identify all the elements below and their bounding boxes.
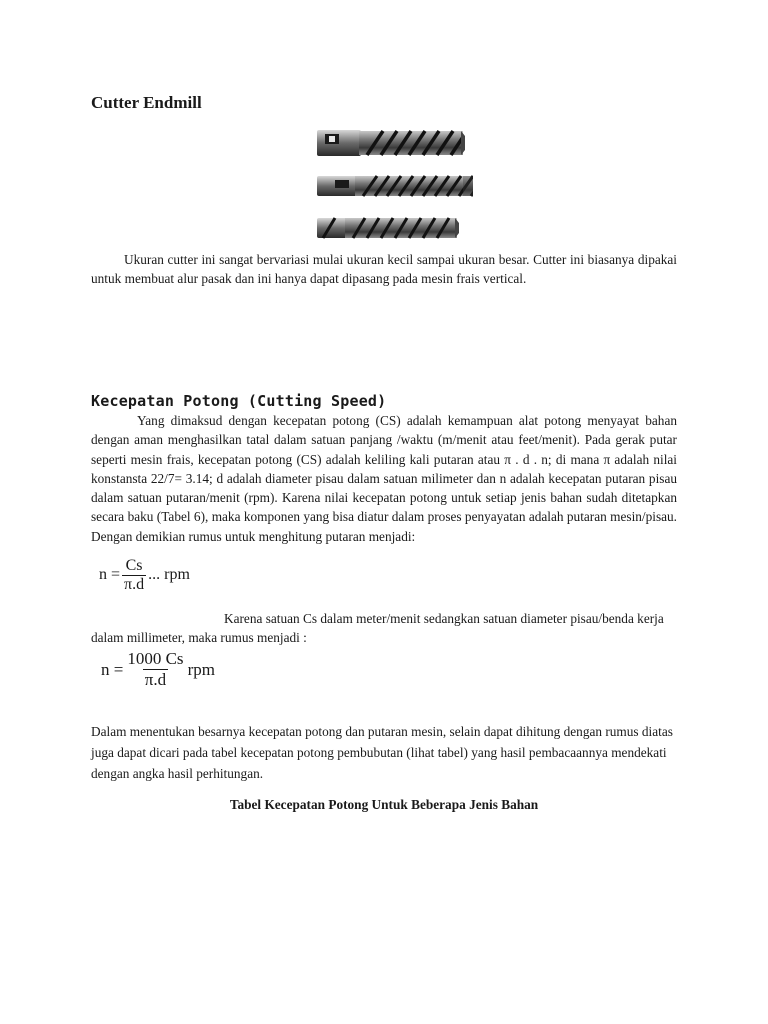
paragraph-units: Karena satuan Cs dalam meter/menit sedangkan satuan diameter pisau/benda kerja dalam millimeter, maka rumus menjadi : [91, 611, 664, 646]
formula-rpm-numerator: Cs [125, 557, 143, 574]
endmill-illustration [313, 124, 473, 242]
heading-cutter-endmill: Cutter Endmill [91, 93, 202, 112]
endmill-3 [317, 218, 459, 238]
table-caption: Tabel Kecepatan Potong Untuk Beberapa Jenis Bahan [229, 797, 539, 812]
formula-rpm-1000-denominator: π.d [144, 669, 167, 689]
formula-rpm-1000 [101, 650, 215, 689]
formula-rpm [99, 557, 190, 594]
endmill-2 [317, 176, 473, 196]
formula-rpm-1000-fraction [125, 650, 185, 689]
paragraph-table-lookup: Dalam menentukan besarnya kecepatan potong dan putaran mesin, selain dapat dihitung dengan rumus diatas juga dapat dicari pada tabel kecepatan potong pembubutan (lihat tabel) yang hasil pembacaannya mendekati dengan angka hasil perhitungan. [91, 724, 673, 781]
endmill-1 [317, 130, 465, 156]
formula-rpm-denominator: π.d [124, 575, 145, 593]
endmill-figure [313, 124, 473, 242]
heading-cutting-speed: Kecepatan Potong (Cutting Speed) [91, 392, 387, 410]
formula-rpm-lhs: n = [99, 566, 121, 584]
formula-rpm-suffix: ... rpm [148, 566, 190, 584]
paragraph-cutter-description: Ukuran cutter ini sangat bervariasi mulai ukuran kecil sampai ukuran besar. Cutter ini biasanya dipakai untuk membuat alur pasak dan ini hanya dapat dipasang pada mesin frais vertical. [91, 252, 677, 287]
formula-rpm-1000-numerator: 1000 Cs [127, 649, 184, 668]
formula-rpm-fraction [122, 557, 146, 594]
formula-rpm-1000-lhs: n = [101, 659, 124, 679]
paragraph-cutting-speed: Yang dimaksud dengan kecepatan potong (CS) adalah kemampuan alat potong menyayat bahan dengan aman menghasilkan tatal dalam satuan panjang /waktu (m/menit atau feet/menit). Pada gerak putar seperti mesin frais, kecepatan potong (CS) adalah keliling kali putaran atau π . d . n; di mana π adalah nilai konstansta 22/7= 3.14; d adalah diameter pisau dalam satuan milimeter dan n adalah kecepatan putaran pisau dalam satuan putaran/menit (rpm). Karena nilai kecepatan potong untuk setiap jenis bahan sudah ditetapkan secara baku (Tabel 6), maka komponen yang bisa diatur dalam proses penyayatan adalah putaran mesin/pisau. Dengan demikian rumus untuk menghitung putaran menjadi: [91, 413, 677, 544]
formula-rpm-1000-suffix: rpm [187, 659, 215, 679]
